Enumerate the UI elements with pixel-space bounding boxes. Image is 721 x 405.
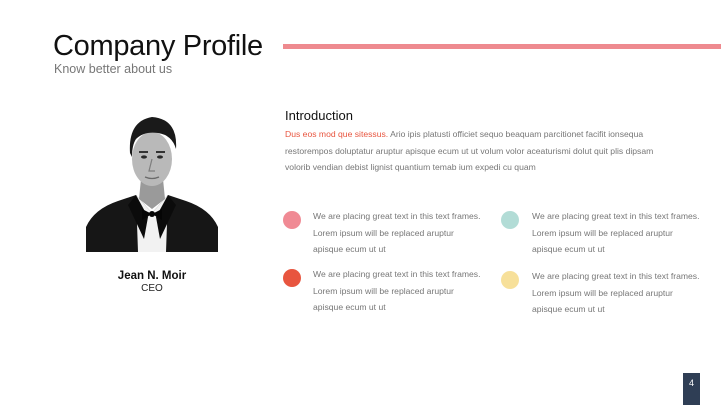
portrait-photo	[86, 109, 218, 252]
page-title: Company Profile	[53, 30, 263, 62]
feature-dot-red	[283, 269, 301, 287]
feature-text-2: We are placing great text in this text frames. Lorem ipsum will be replaced aruptur apisque ecum ut ut	[532, 211, 700, 254]
intro-paragraph	[285, 126, 665, 176]
feature-text-3: We are placing great text in this text frames. Lorem ipsum will be replaced aruptur apisque ecum ut ut	[313, 269, 481, 312]
feature-dot-pink	[283, 211, 301, 229]
feature-text-1: We are placing great text in this text frames. Lorem ipsum will be replaced aruptur apisque ecum ut ut	[313, 211, 481, 254]
page-subtitle: Know better about us	[54, 62, 173, 76]
portrait-icon	[86, 109, 218, 252]
intro-body: Ario ipis platusti officiet sequo beaquam parcitionet facifit ionsequa restorempos doluptatur aruptur apisque ecum ut ut volum volor aceaturismi dolut quit plis dipsam volorib vendian debist lignist quantium temab ium expedi cu quam	[285, 129, 654, 172]
person-name: Jean N. Moir	[117, 270, 187, 282]
person-role: CEO	[141, 283, 163, 294]
intro-highlight: Dus eos mod que sitessus.	[285, 129, 389, 139]
title-rule	[283, 44, 721, 49]
intro-heading: Introduction	[285, 108, 353, 123]
feature-text-4: We are placing great text in this text frames. Lorem ipsum will be replaced aruptur apisque ecum ut ut	[532, 271, 700, 314]
feature-dot-teal	[501, 211, 519, 229]
page-number-badge: 4	[683, 373, 700, 405]
feature-dot-yellow	[501, 271, 519, 289]
